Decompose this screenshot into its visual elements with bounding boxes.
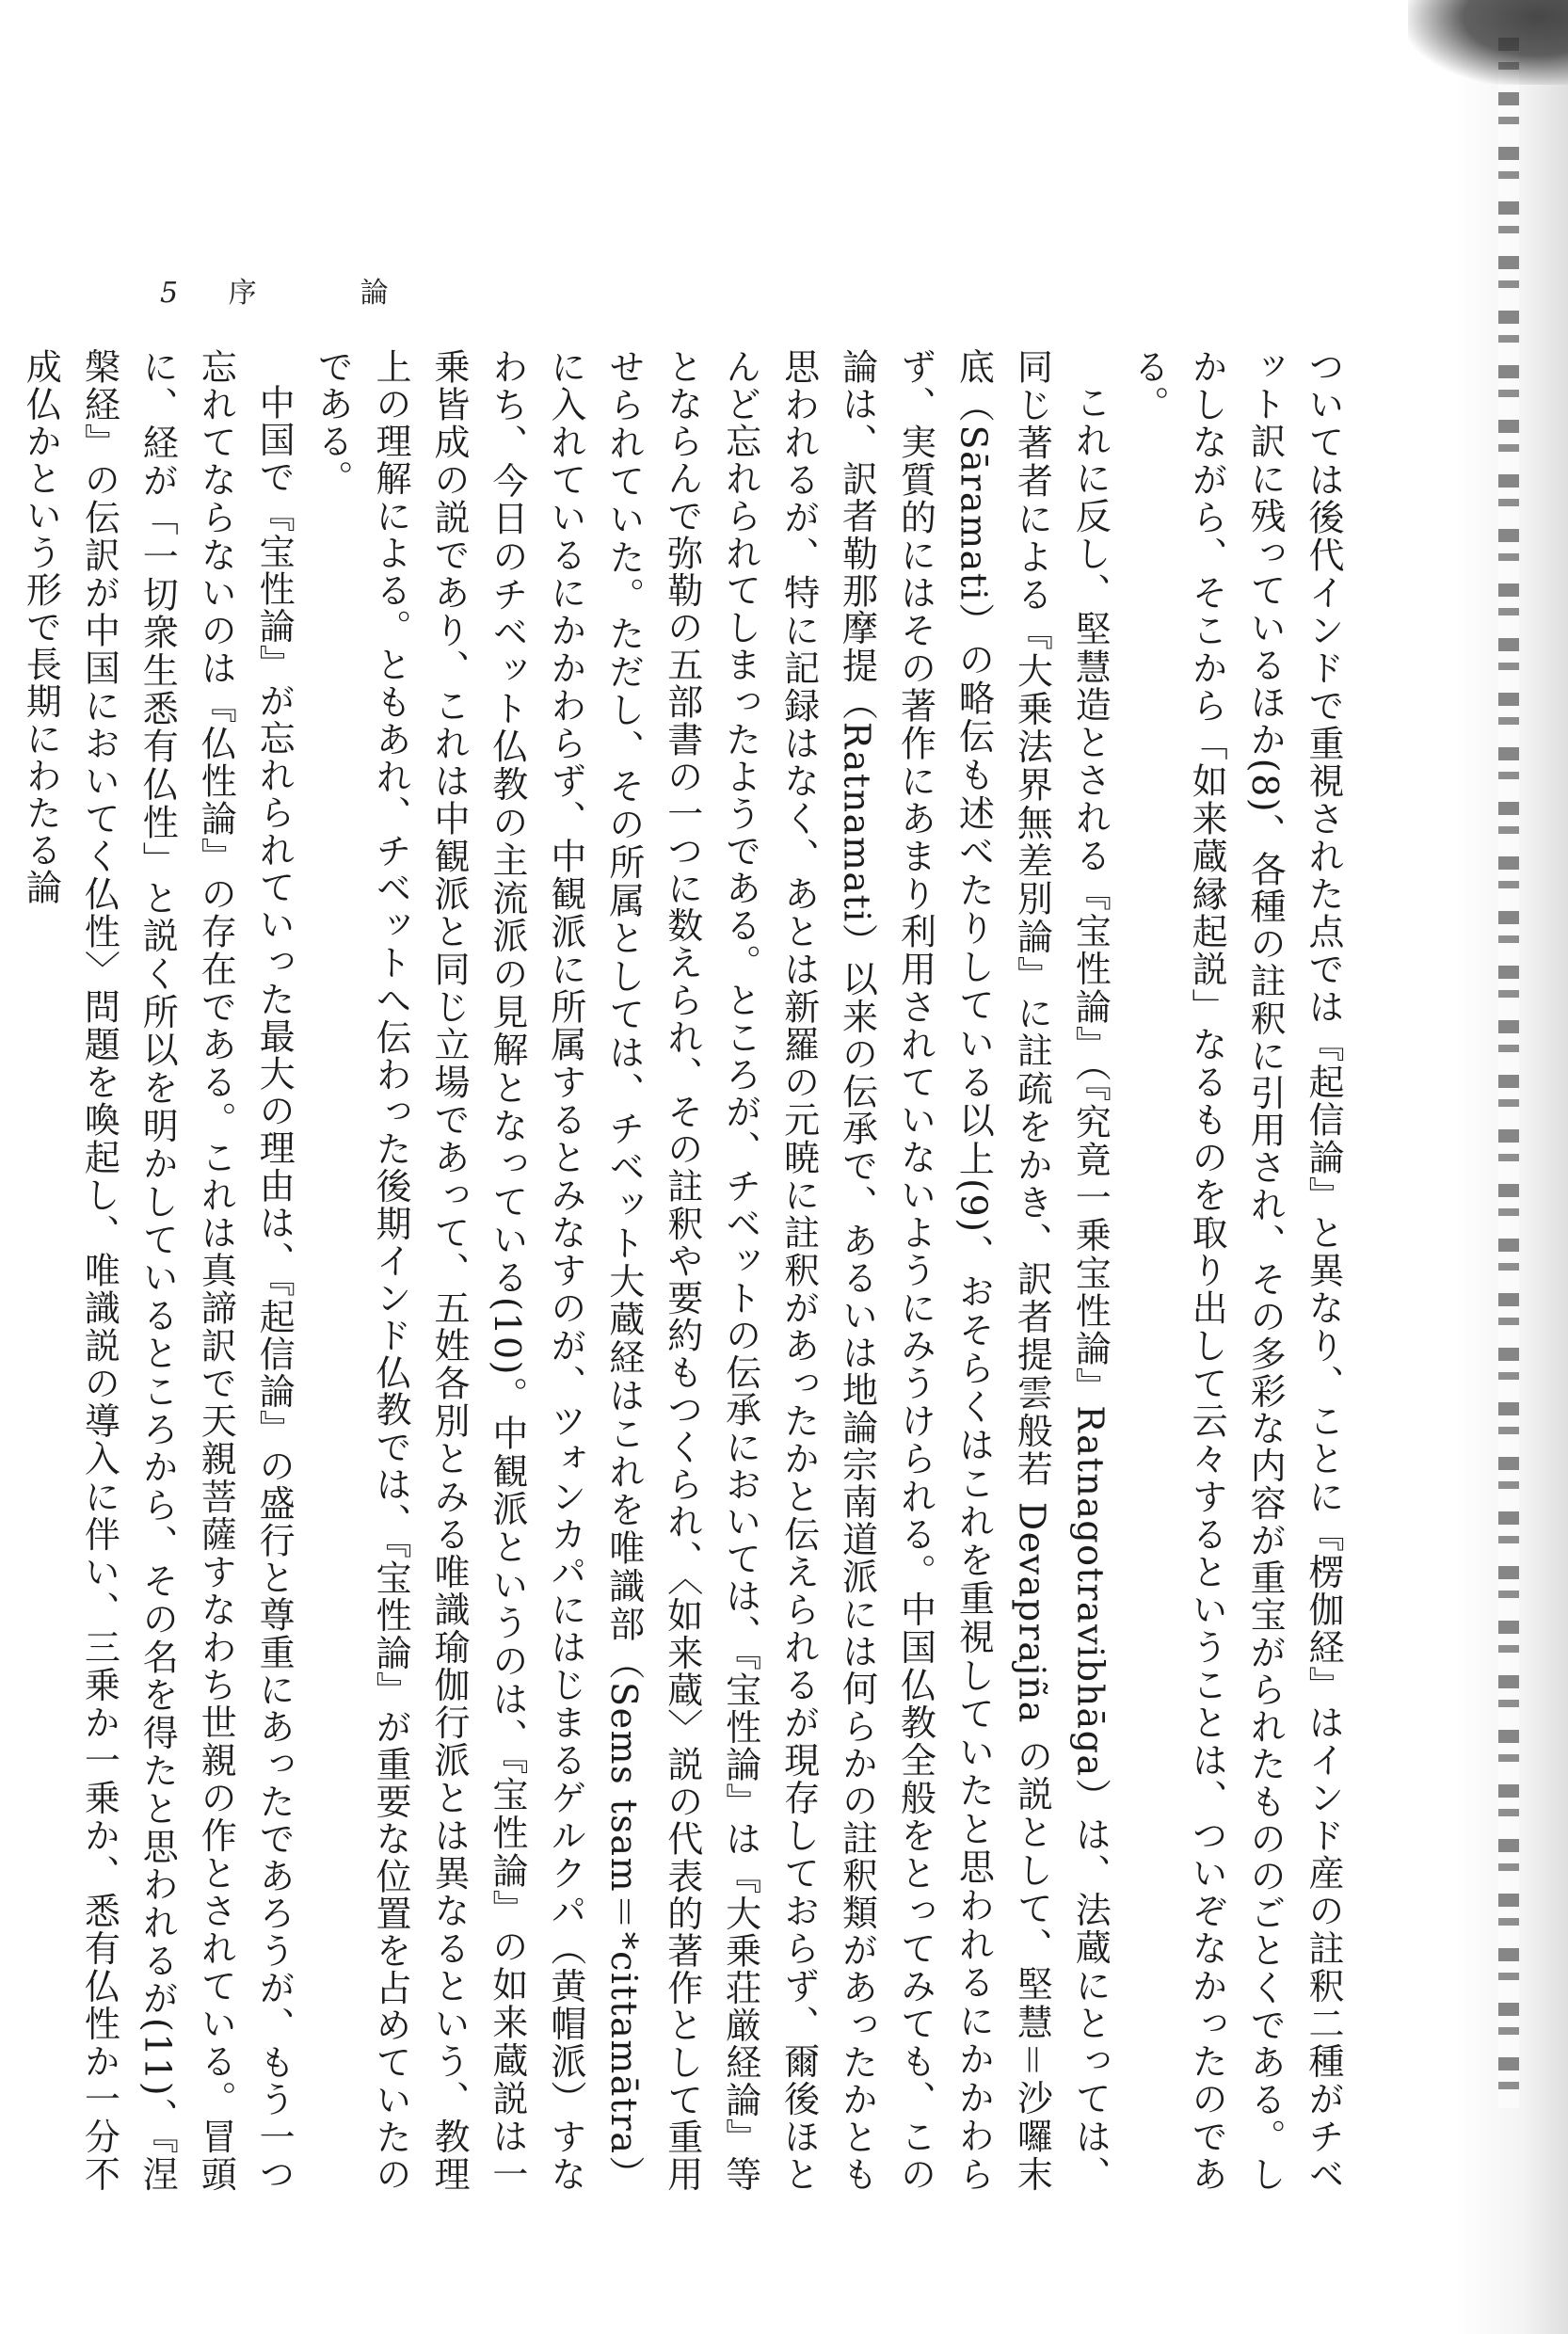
page-number: 5 <box>160 277 179 310</box>
scan-corner-blot <box>1408 0 1568 85</box>
chapter-title: 序論 <box>228 277 492 310</box>
paragraph-2: これに反し、堅慧造とされる『宝性論』（『究竟一乗宝性論』Ratnagotravibhāga）は、法蔵にとっては、同じ著者による『大乗法界無差別論』に註疏をかき、訳者提雲般若 Devaprajña の説として、堅慧＝沙囉末底（Sāramati）の略伝も述べたりしている以上(9)、おそらくはこれを重視していたと思われるにかかわらず、実質的にはその著作にあまり利用されていないようにみうけられる。中国仏教全般をとってみても、この論は、訳者勒那摩提（Ratnamati）以来の伝承で、あるいは地論宗南道派には何らかの註釈類があったかとも思われるが、特に記録はなく、あとは新羅の元暁に註釈があったかと伝えられるが現存しておらず、爾後ほとんど忘れられてしまったようである。ところが、チベットの伝承においては、『宝性論』は『大乗荘厳経論』等とならんで弥勒の五部書の一つに数えられ、その註釈や要約もつくられ、〈如来蔵〉説の代表的著作として重用せられていた。ただし、その所属としては、チベット大蔵経はこれを唯識部（Sems tsam＝*cittamātra）に入れているにかかわらず、中観派に所属するとみなすのが、ツォンカパにはじまるゲルクパ（黄帽派）すなわち、今日のチベット仏教の主流派の見解となっている(10)。中観派というのは、『宝性論』の如来蔵説は一乗皆成の説であり、これは中観派と同じ立場であって、五姓各別とみる唯識瑜伽行派とは異なるという、教理上の理解による。ともあれ、チベットへ伝わった後期インド仏教では、『宝性論』が重要な位置を占めていたのである。 <box>312 348 1112 2194</box>
vertical-text-body <box>20 348 1352 2194</box>
scan-bleed-through-strip <box>1498 38 1519 2108</box>
paragraph-1: ついては後代インドで重視された点では『起信論』と異なり、ことに『楞伽経』はインド産の註釈二種がチベット訳に残っているほか(8)、各種の註釈に引用され、その多彩な内容が重宝がられたもののごとくである。しかしながら、そこから「如来蔵縁起説」なるものを取り出して云々するということは、ついぞなかったのである。 <box>1128 348 1344 2193</box>
running-head <box>160 269 492 311</box>
paragraph-3: 中国で『宝性論』が忘れられていった最大の理由は、『起信論』の盛行と尊重にあったであろうが、もう一つ忘れてならないのは『仏性論』の存在である。これは真諦訳で天親菩薩すなわち世親の作とされている。冒頭に、経が「一切衆生悉有仏性」と説く所以を明かしているところから、その名を得たと思われるが(11)、『涅槃経』の伝訳が中国においてく仏性〉問題を喚起し、唯識説の導入に伴い、三乗か一乗か、悉有仏性か一分不成仏かという形で長期にわたる論 <box>20 348 296 2194</box>
